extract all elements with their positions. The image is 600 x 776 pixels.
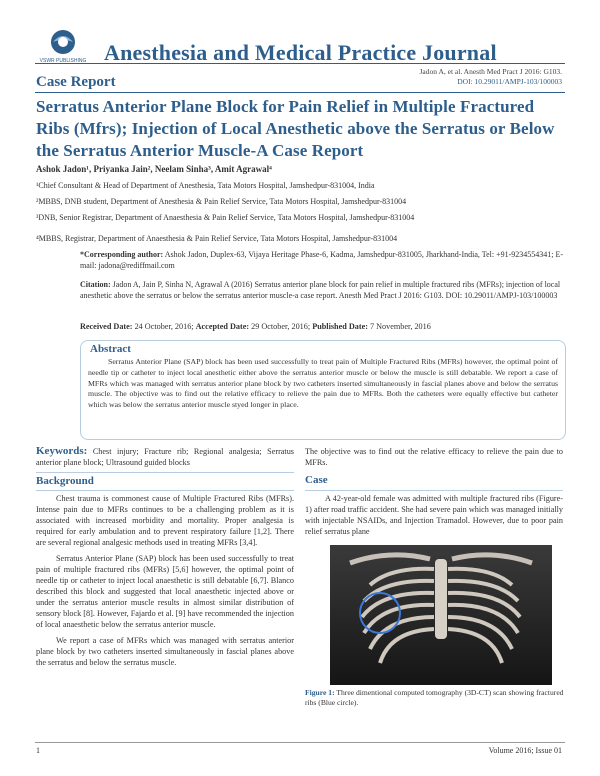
journal-title: Anesthesia and Medical Practice Journal bbox=[104, 40, 497, 65]
ct-scan-image bbox=[330, 545, 552, 685]
keywords-text: Chest injury; Fracture rib; Regional analgesia; Serratus anterior plane block; Ultrasound guided blocks bbox=[36, 447, 294, 467]
volume-info: Volume 2016; Issue 01 bbox=[488, 746, 562, 755]
corresponding-text: Ashok Jadon, Duplex-63, Vijaya Heritage Phase-6, Kadma, Jamshedpur-831005, Jharkhand-India, Tel: +91-9234554341; E-mail: jadona@rediffmail.com bbox=[80, 250, 564, 270]
abstract-text: Serratus Anterior Plane (SAP) block has been used successfully to treat pain of Multiple Fractured Ribs (MFRs) however, the optimal point of needle tip or catheter to inject local anesthetic either above the serratus anterior muscle or below the muscle is still debatable. We report a case of MFRs which was managed with serratus anterior plane block by two catheters inserted simultaneously in fascial planes above and below the serratus muscle. The objective was to find out the relative efficacy to relieve the pain due to MFRs. Both the catheters were equally effective but catheter which was below the serratus anterior muscle styed longer in place. bbox=[88, 357, 558, 410]
header-citation-text: Jadon A, et al. Anesth Med Pract J 2016: G103. bbox=[419, 67, 562, 76]
paper-title: Serratus Anterior Plane Block for Pain Relief in Multiple Fractured Ribs (Mfrs); Injection of Local Anesthetic above the Serratus or Below the Serratus Anterior Muscle-A Case Report bbox=[36, 97, 555, 160]
citation-text: Jadon A, Jain P, Sinha N, Agrawal A (2016) Serratus anterior plane block for pain relief in multiple fractured ribs (MFRs); injection of local anesthetic above the serratus or below the serratus anterior muscle-a case report. Anesth Med Pract J 2016: G103. DOI: 10.29011/AMPJ-103/100003 bbox=[80, 280, 561, 300]
affiliation-1: ¹Chief Consultant & Head of Department of Anesthesia, Tata Motors Hospital, Jamshedpur-831004, India bbox=[36, 181, 375, 190]
background-body bbox=[36, 493, 294, 673]
received-date: 24 October, 2016; bbox=[132, 322, 194, 331]
corresponding-label: *Corresponding author: bbox=[80, 250, 164, 259]
author-list: Ashok Jadon¹, Priyanka Jain², Neelam Sinha³, Amit Agrawal⁴ bbox=[36, 164, 272, 174]
case-text: A 42-year-old female was admitted with multiple fractured ribs (Figure-1) after road traffic accident. She had severe pain which was managed initially with injectable NSAIDs, and Injection Tramadol. However, due to poor pain relief serratus plane bbox=[305, 494, 563, 536]
journal-logo bbox=[38, 28, 88, 64]
abstract-heading: Abstract bbox=[90, 343, 131, 355]
footer-divider bbox=[35, 742, 565, 743]
background-heading: Background bbox=[36, 475, 94, 487]
accepted-label: Accepted Date: bbox=[195, 322, 250, 331]
dates-line bbox=[80, 321, 565, 332]
keywords-label: Keywords: bbox=[36, 445, 88, 457]
published-date: 7 November, 2016 bbox=[367, 322, 431, 331]
case-divider bbox=[305, 490, 563, 491]
background-paragraph: We report a case of MFRs which was managed with serratus anterior plane block by two catheters inserted simultaneously in fascial planes above the serratus and below the serratus muscle. bbox=[36, 636, 294, 667]
affiliation-4: ⁴MBBS, Registrar, Department of Anaesthesia & Pain Relief Service, Tata Motors Hospital, Jamshedpur-831004 bbox=[36, 234, 398, 243]
accepted-date: 29 October, 2016; bbox=[249, 322, 311, 331]
case-heading: Case bbox=[305, 474, 328, 486]
section-divider bbox=[35, 92, 565, 93]
figure-caption-text: Three dimentional computed tomography (3D-CT) scan showing fractured ribs (Blue circle). bbox=[305, 688, 564, 707]
background-divider bbox=[36, 490, 294, 491]
corresponding-author bbox=[80, 249, 565, 271]
published-label: Published Date: bbox=[312, 322, 368, 331]
objective-text: The objective was to find out the relative efficacy to relieve the pain due to MFRs. bbox=[305, 447, 563, 467]
section-label: Case Report bbox=[36, 74, 116, 90]
citation-label: Citation: bbox=[80, 280, 111, 289]
background-paragraph: Chest trauma is commonest cause of Multiple Fractured Ribs (MFRs). Intense pain due to MFRs continues to be a challenging problem as it is associated with increased morbidity and mortality. Proper analgesia is required for early ambulation and to prevent respiratory failure [1,2]. There are several regional analgesic methods used in treating MFRs [3,4]. bbox=[36, 494, 294, 547]
figure-caption-label: Figure 1: bbox=[305, 688, 335, 697]
page-number: 1 bbox=[36, 746, 40, 755]
header-divider bbox=[35, 63, 565, 64]
affiliation-2: ²MBBS, DNB student, Department of Anesthesia & Pain Relief Service, Tata Motors Hospital, Jamshedpur-831004 bbox=[36, 197, 407, 206]
header-citation bbox=[420, 67, 563, 87]
citation-block bbox=[80, 279, 565, 301]
svg-text:VSWR PUBLISHING: VSWR PUBLISHING bbox=[39, 58, 87, 64]
affiliation-3: ³DNB, Senior Registrar, Department of Anaesthesia & Pain Relief Service, Tata Motors Hospital, Jamshedpur-831004 bbox=[36, 213, 415, 222]
figure-caption bbox=[305, 688, 565, 708]
keywords bbox=[36, 446, 294, 468]
received-label: Received Date: bbox=[80, 322, 133, 331]
keywords-divider bbox=[36, 472, 294, 473]
header-doi[interactable]: DOI: 10.29011/AMPJ-103/100003 bbox=[457, 77, 562, 86]
background-paragraph: Serratus Anterior Plane (SAP) block has been used successfully to treat pain of multiple fractured ribs (MFRs) [5,6] however, the optimal point of needle tip or catheter to inject local anaesthetic is still debatable [6,7]. Blanco described this block and suggested that local anaesthetic injected above or under the serratus anterior muscle results in almost similar distribution of sensory block [8]. However, Fajardo et al. [9] have recommended the injection of local anaesthetic below the serratus anterior muscle. bbox=[36, 554, 294, 629]
